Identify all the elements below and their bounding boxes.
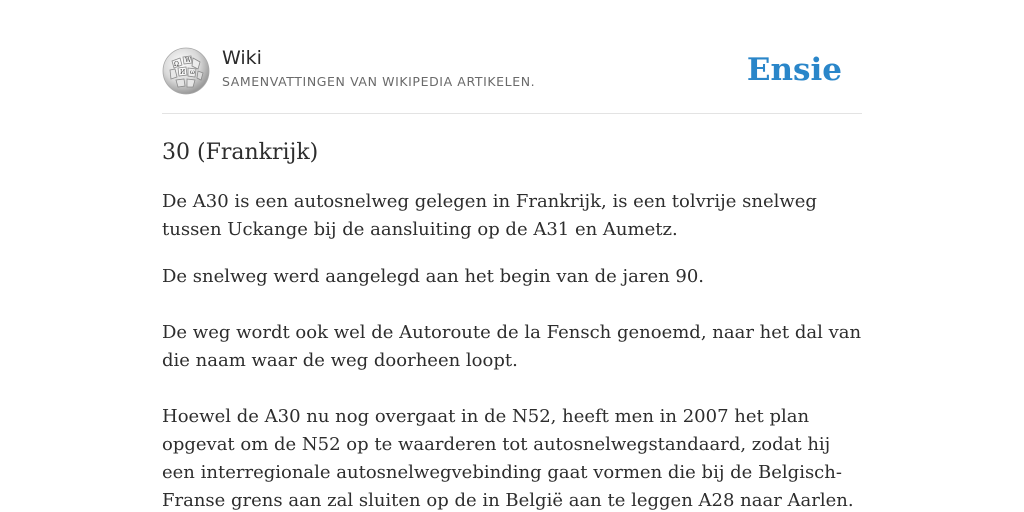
article <box>162 138 862 512</box>
article-paragraph: De weg wordt ook wel de Autoroute de la Fensch genoemd, naar het dal van die naam waar de weg doorheen loopt. <box>162 322 862 371</box>
svg-text:ω: ω <box>190 69 195 76</box>
site-title[interactable]: Wiki <box>222 47 262 69</box>
article-paragraph: De A30 is een autosnelweg gelegen in Frankrijk, is een tolvrije snelweg tussen Uckange bij de aansluiting op de A31 en Aumetz. <box>162 191 817 240</box>
article-title: 30 (Frankrijk) <box>162 140 319 165</box>
site-header <box>162 46 862 96</box>
paragraph-gap <box>162 291 862 319</box>
site-subtitle: SAMENVATTINGEN VAN WIKIPEDIA ARTIKELEN. <box>222 74 536 89</box>
ensie-brand-link[interactable]: Ensie <box>746 52 842 88</box>
paragraph-gap <box>162 375 862 403</box>
svg-text:Ω: Ω <box>174 61 179 68</box>
header-divider <box>162 113 862 114</box>
wikipedia-globe-icon[interactable] <box>162 47 210 95</box>
article-paragraph: Hoewel de A30 nu nog overgaat in de N52, heeft men in 2007 het plan opgevat om de N52 op te waarderen tot autosnelwegstandaard, zodat hij een interregionale autosnelwegvebinding gaat vormen die bij de Belgisch-Franse grens aan zal sluiten op de in België aan te leggen A28 naar Aarlen. <box>162 406 854 511</box>
svg-text:И: И <box>180 69 186 76</box>
article-paragraph: De snelweg werd aangelegd aan het begin van de jaren 90. <box>162 266 705 287</box>
svg-text:W: W <box>185 57 192 64</box>
